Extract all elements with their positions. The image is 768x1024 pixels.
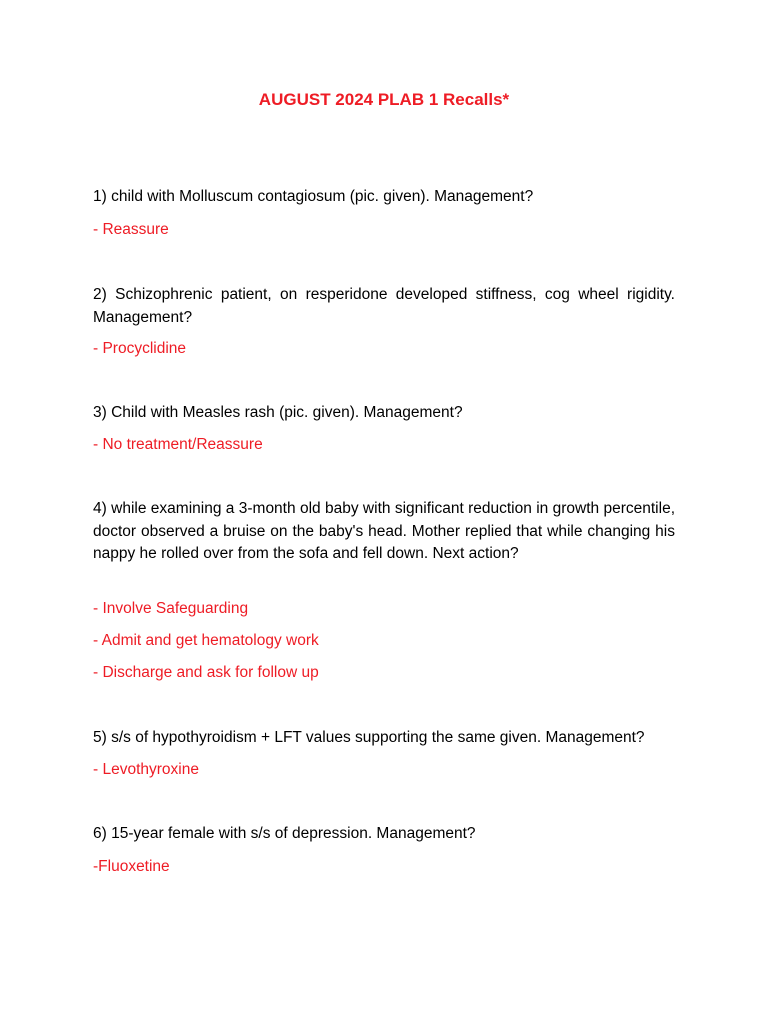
- answer-4-option-1: - Involve Safeguarding: [93, 600, 249, 617]
- question-5: 5) s/s of hypothyroidism + LFT values supporting the same given. Management?: [93, 729, 645, 746]
- document-title: AUGUST 2024 PLAB 1 Recalls*: [258, 90, 510, 109]
- question-4: 4) while examining a 3-month old baby with significant reduction in growth percentile, doctor observed a bruise on the baby's head. Mother replied that while changing his nappy he rolled over from the sofa and fell down. Next action?: [93, 500, 675, 562]
- question-1: 1) child with Molluscum contagiosum (pic. given). Management?: [93, 188, 534, 205]
- answer-1: - Reassure: [93, 221, 169, 238]
- answer-5: - Levothyroxine: [93, 761, 199, 778]
- question-2: 2) Schizophrenic patient, on resperidone developed stiffness, cog wheel rigidity. Management?: [93, 286, 675, 326]
- answer-4-option-2: - Admit and get hematology work: [93, 632, 319, 649]
- question-3: 3) Child with Measles rash (pic. given). Management?: [93, 404, 463, 421]
- answer-3: - No treatment/Reassure: [93, 436, 263, 453]
- question-6: 6) 15-year female with s/s of depression. Management?: [93, 825, 476, 842]
- answer-2: - Procyclidine: [93, 340, 187, 357]
- answer-6: -Fluoxetine: [93, 858, 170, 875]
- answer-4-option-3: - Discharge and ask for follow up: [93, 664, 319, 681]
